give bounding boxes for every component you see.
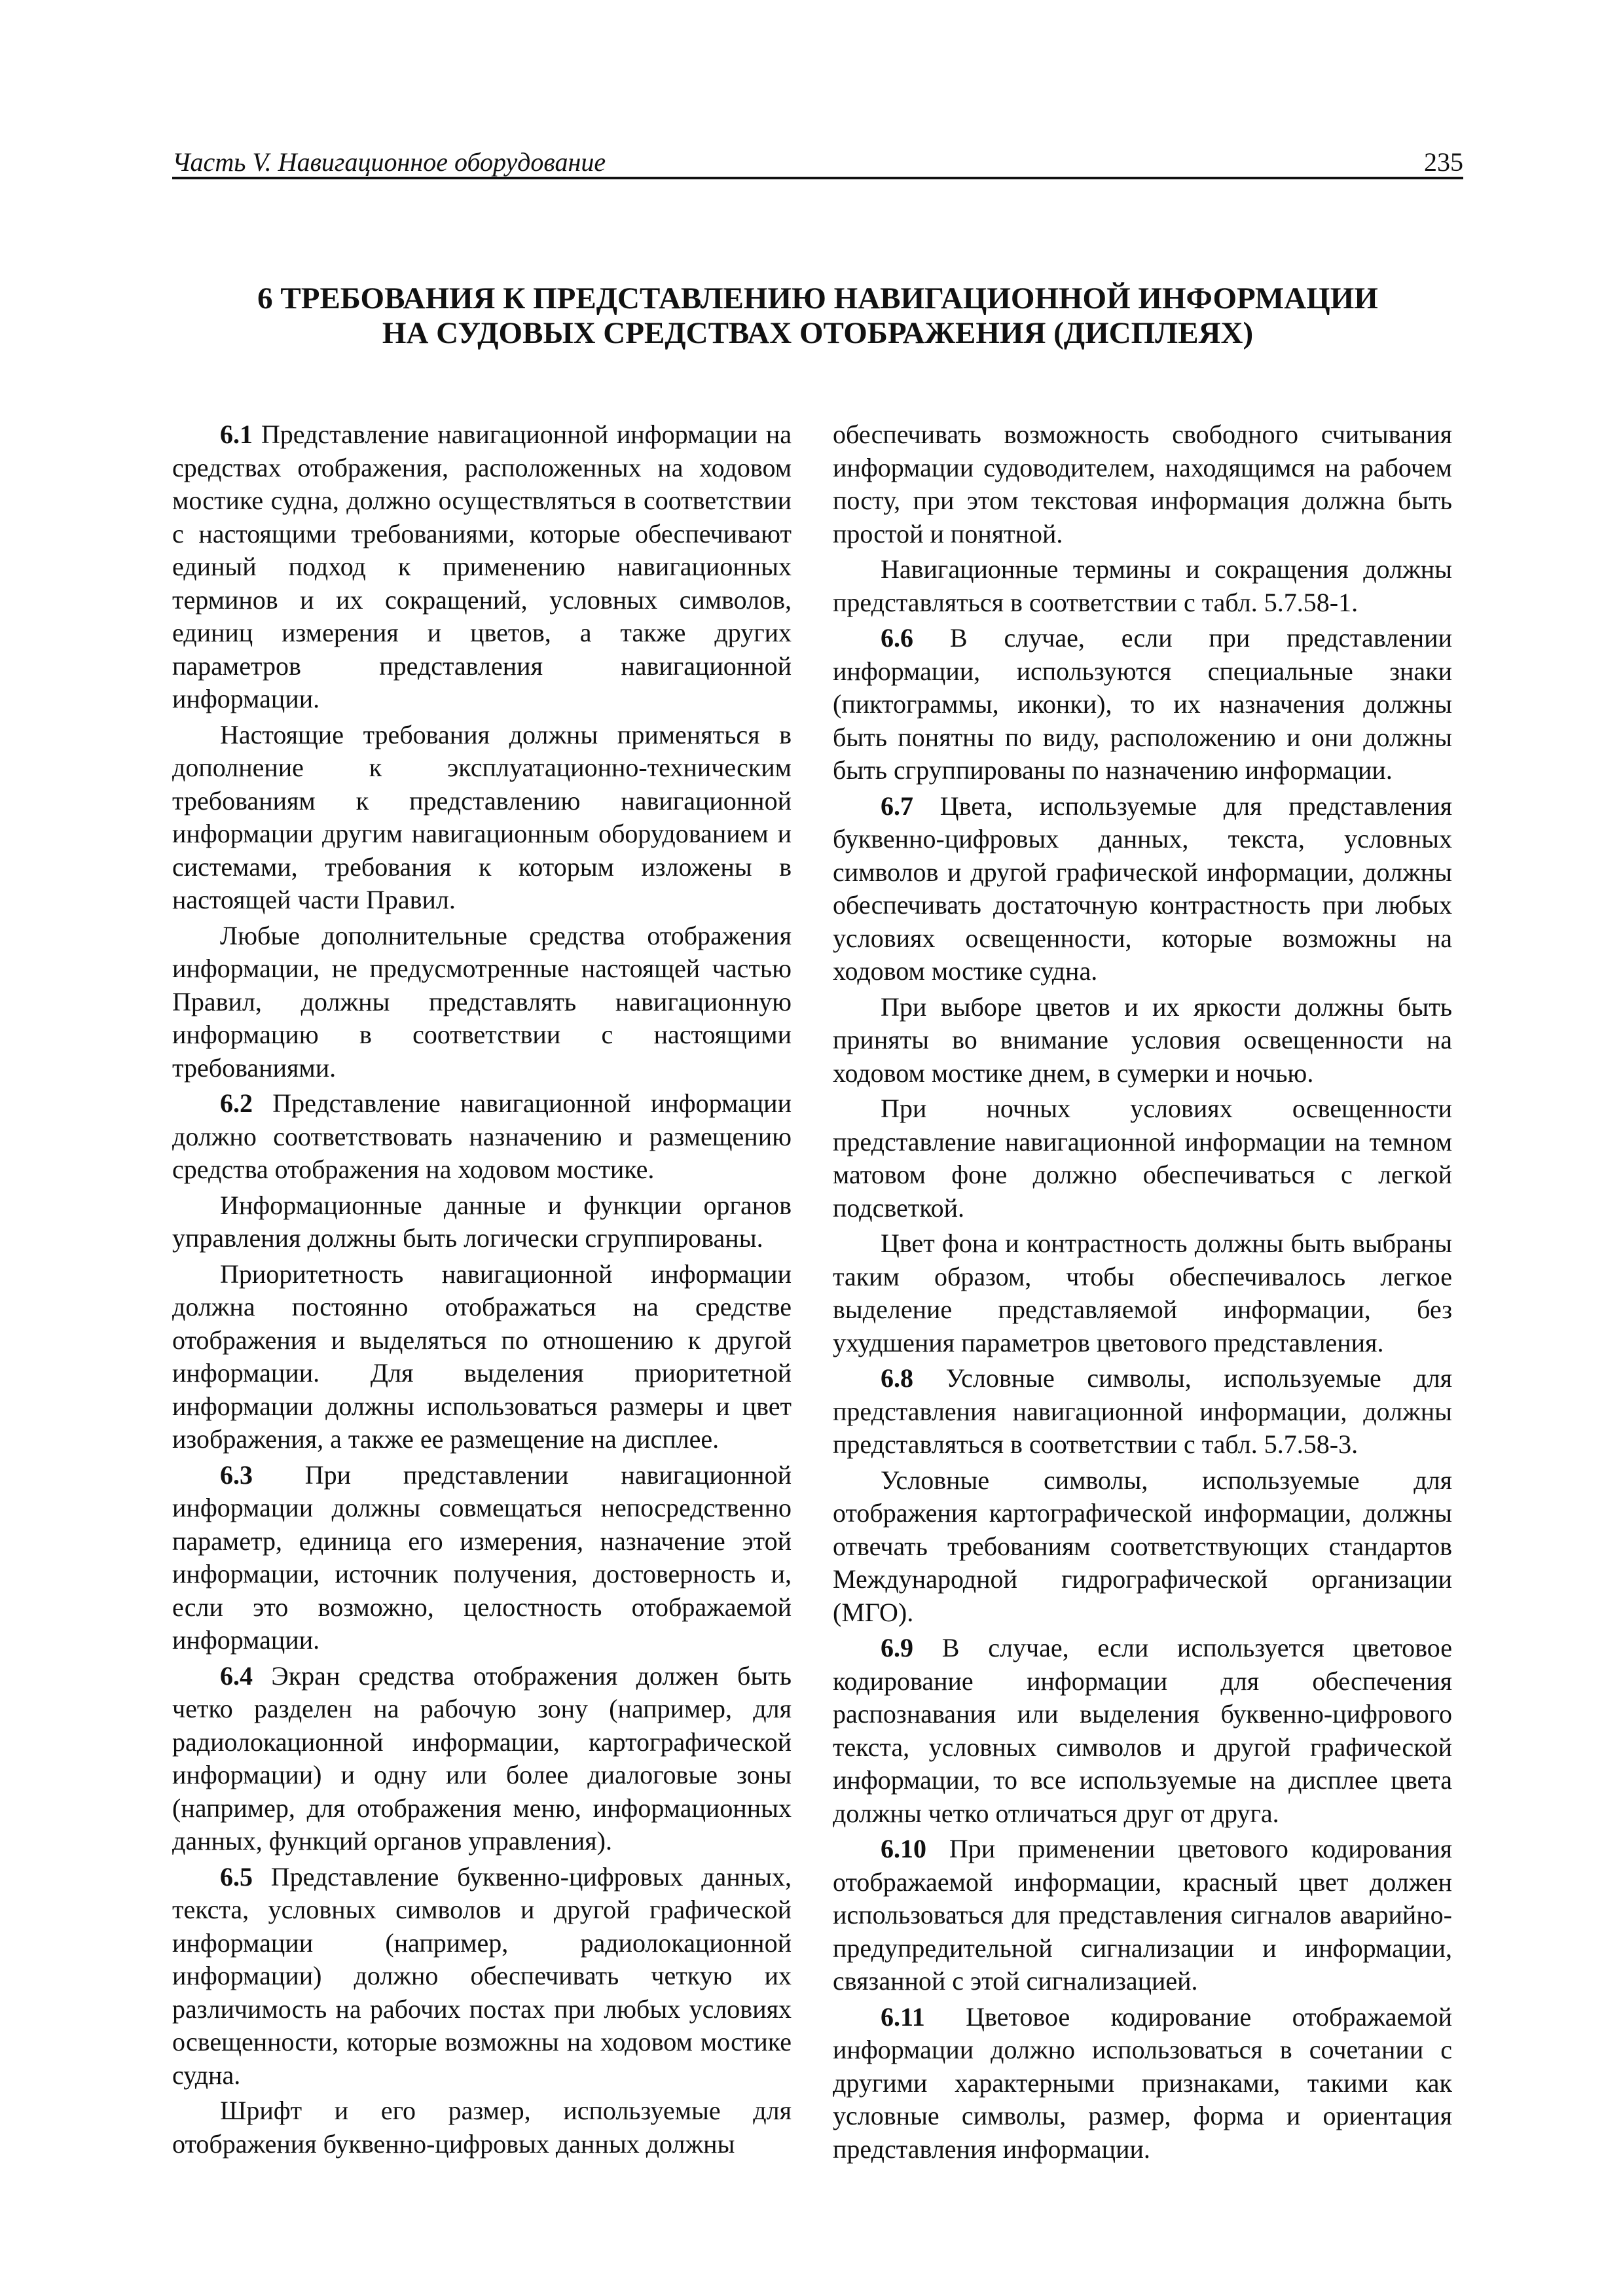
section-title: Часть V. Навигационное оборудование xyxy=(172,147,606,177)
paragraph xyxy=(172,1189,792,1255)
left-column xyxy=(172,418,792,2163)
paragraph xyxy=(833,2001,1452,2166)
paragraph-text: Условные символы, используемые для отображения картографической информации, должны отвечать требованиям соответствующих стандартов Международной гидрографической организации (МГО). xyxy=(833,1465,1452,1627)
right-column xyxy=(833,418,1452,2168)
paragraph-text: При применении цветового кодирования отображаемой информации, красный цвет должен использоваться для представления сигналов аварийно-предупредительной сигнализации и информации, связанной с этой сигнализацией. xyxy=(833,1834,1453,1996)
clause-number: 6.10 xyxy=(881,1834,926,1863)
paragraph-text: Информационные данные и функции органов управления должны быть логически сгруппированы. xyxy=(172,1190,792,1253)
paragraph xyxy=(172,719,792,917)
paragraph-text: Представление буквенно-цифровых данных, текста, условных символов и другой графической информации (например, радиолокационной информации) должно обеспечивать четкую их различимость на рабочих постах при любых условиях освещенности, которые возможны на ходовом мостике судна. xyxy=(172,1861,792,2090)
paragraph-text: Настоящие требования должны применяться в дополнение к эксплуатационно-техническим требованиям к представлению навигационной информации другим навигационным оборудованием и системами, требования к которым изложены в настоящей части Правил. xyxy=(172,719,792,914)
paragraph xyxy=(833,553,1452,619)
clause-number: 6.9 xyxy=(881,1633,913,1662)
paragraph xyxy=(172,418,792,716)
paragraph xyxy=(833,622,1452,787)
paragraph-text: Шрифт и его размер, используемые для отображения буквенно-цифровых данных должны xyxy=(172,2096,792,2159)
paragraph-text: Цветовое кодирование отображаемой информации должно использоваться в сочетании с другими характерными признаками, такими как условные символы, размер, форма и ориентация представления информации. xyxy=(833,2001,1453,2164)
paragraph xyxy=(833,1833,1452,1998)
paragraph xyxy=(833,1092,1452,1225)
paragraph-text: Цвет фона и контрастность должны быть выбраны таким образом, чтобы обеспечивалось легкое выделение представляемой информации, без ухудшения параметров цветового представления. xyxy=(833,1229,1452,1357)
paragraph-text: Цвета, используемые для представления буквенно-цифровых данных, текста, условных символов и другой графической информации, должны обеспечивать достаточную контрастность при любых условиях освещенности, которые возможны на ходовом мостике судна. xyxy=(833,791,1453,986)
paragraph xyxy=(172,1087,792,1187)
clause-number: 6.11 xyxy=(881,2001,925,2032)
paragraph xyxy=(833,418,1452,550)
paragraph xyxy=(172,920,792,1085)
paragraph xyxy=(172,1459,792,1657)
paragraph xyxy=(833,1464,1452,1630)
paragraph xyxy=(172,1861,792,2092)
paragraph-text: Условные символы, используемые для представления навигационной информации, должны представляться в соответствии с табл. 5.7.58-3. xyxy=(833,1363,1452,1459)
paragraph-text: При выборе цветов и их яркости должны быть приняты во внимание условия освещенности на ходовом мостике днем, в сумерки и ночью. xyxy=(833,992,1452,1088)
clause-number: 6.2 xyxy=(220,1088,253,1118)
paragraph-text: При представлении навигационной информации должны совмещаться непосредственно параметр, единица его измерения, назначение этой информации, источник получения, достоверность и, если это возможно, целостность отображаемой информации. xyxy=(172,1460,792,1655)
paragraph xyxy=(172,1660,792,1858)
chapter-title-line-1: 6 ТРЕБОВАНИЯ К ПРЕДСТАВЛЕНИЮ НАВИГАЦИОННОЙ ИНФОРМАЦИИ xyxy=(257,281,1378,315)
page-number: 235 xyxy=(1424,147,1463,177)
clause-number: 6.4 xyxy=(220,1660,253,1691)
paragraph xyxy=(172,1258,792,1456)
clause-number: 6.5 xyxy=(220,1861,253,1892)
clause-number: 6.1 xyxy=(220,420,253,449)
chapter-title-line-2: НА СУДОВЫХ СРЕДСТВАХ ОТОБРАЖЕНИЯ (ДИСПЛЕЯХ) xyxy=(382,316,1254,350)
clause-number: 6.7 xyxy=(881,791,913,821)
paragraph xyxy=(833,1227,1452,1359)
paragraph-text: В случае, если при представлении информации, используются специальные знаки (пиктограммы, иконки), то их назначения должны быть понятны по виду, расположению и они должны быть сгруппированы по назначению информации. xyxy=(833,623,1452,785)
paragraph-text: обеспечивать возможность свободного считывания информации судоводителем, находящимся на рабочем посту, при этом текстовая информация должна быть простой и понятной. xyxy=(833,420,1452,548)
paragraph-text: Навигационные термины и сокращения должны представляться в соответствии с табл. 5.7.58-1. xyxy=(833,554,1452,617)
paragraph-text: В случае, если используется цветовое кодирование информации для обеспечения распознавания или выделения буквенно-цифрового текста, условных символов и другой графической информации, то все используемые на дисплее цвета должны четко отличаться друг от друга. xyxy=(833,1633,1453,1828)
paragraph xyxy=(833,991,1452,1090)
paragraph-text: Любые дополнительные средства отображения информации, не предусмотренные настоящей частью Правил, должны представлять навигационную информацию в соответствии с настоящими требованиями. xyxy=(172,920,792,1083)
clause-number: 6.6 xyxy=(881,623,913,653)
running-header xyxy=(172,149,1463,179)
paragraph-text: Представление навигационной информации должно соответствовать назначению и размещению средства отображения на ходовом мостике. xyxy=(172,1088,792,1184)
paragraph-text: При ночных условиях освещенности представление навигационной информации на темном матовом фоне должно обеспечиваться с легкой подсветкой. xyxy=(833,1094,1452,1223)
clause-number: 6.8 xyxy=(881,1363,913,1393)
paragraph-text: Приоритетность навигационной информации должна постоянно отображаться на средстве отображения и выделяться по отношению к другой информации. Для выделения приоритетной информации должны использоваться размеры и цвет изображения, а также ее размещение на дисплее. xyxy=(172,1259,792,1454)
paragraph xyxy=(172,2094,792,2161)
clause-number: 6.3 xyxy=(220,1460,253,1490)
paragraph xyxy=(833,1632,1452,1830)
paragraph-text: Экран средства отображения должен быть четко разделен на рабочую зону (например, для радиолокационной информации, картографической информации) и одну или более диалоговые зоны (например, для отображения меню, информационных данных, функций органов управления). xyxy=(172,1660,792,1856)
paragraph xyxy=(833,1362,1452,1462)
chapter-title xyxy=(172,281,1463,351)
paragraph-text: Представление навигационной информации на средствах отображения, расположенных на ходовом мостике судна, должно осуществляться в соответствии с настоящими требованиями, которые обеспечивают единый подход к применению навигационных терминов и их сокращений, условных символов, единиц измерения и цветов, а также других параметров представления навигационной информации. xyxy=(172,420,792,713)
paragraph xyxy=(833,790,1452,988)
